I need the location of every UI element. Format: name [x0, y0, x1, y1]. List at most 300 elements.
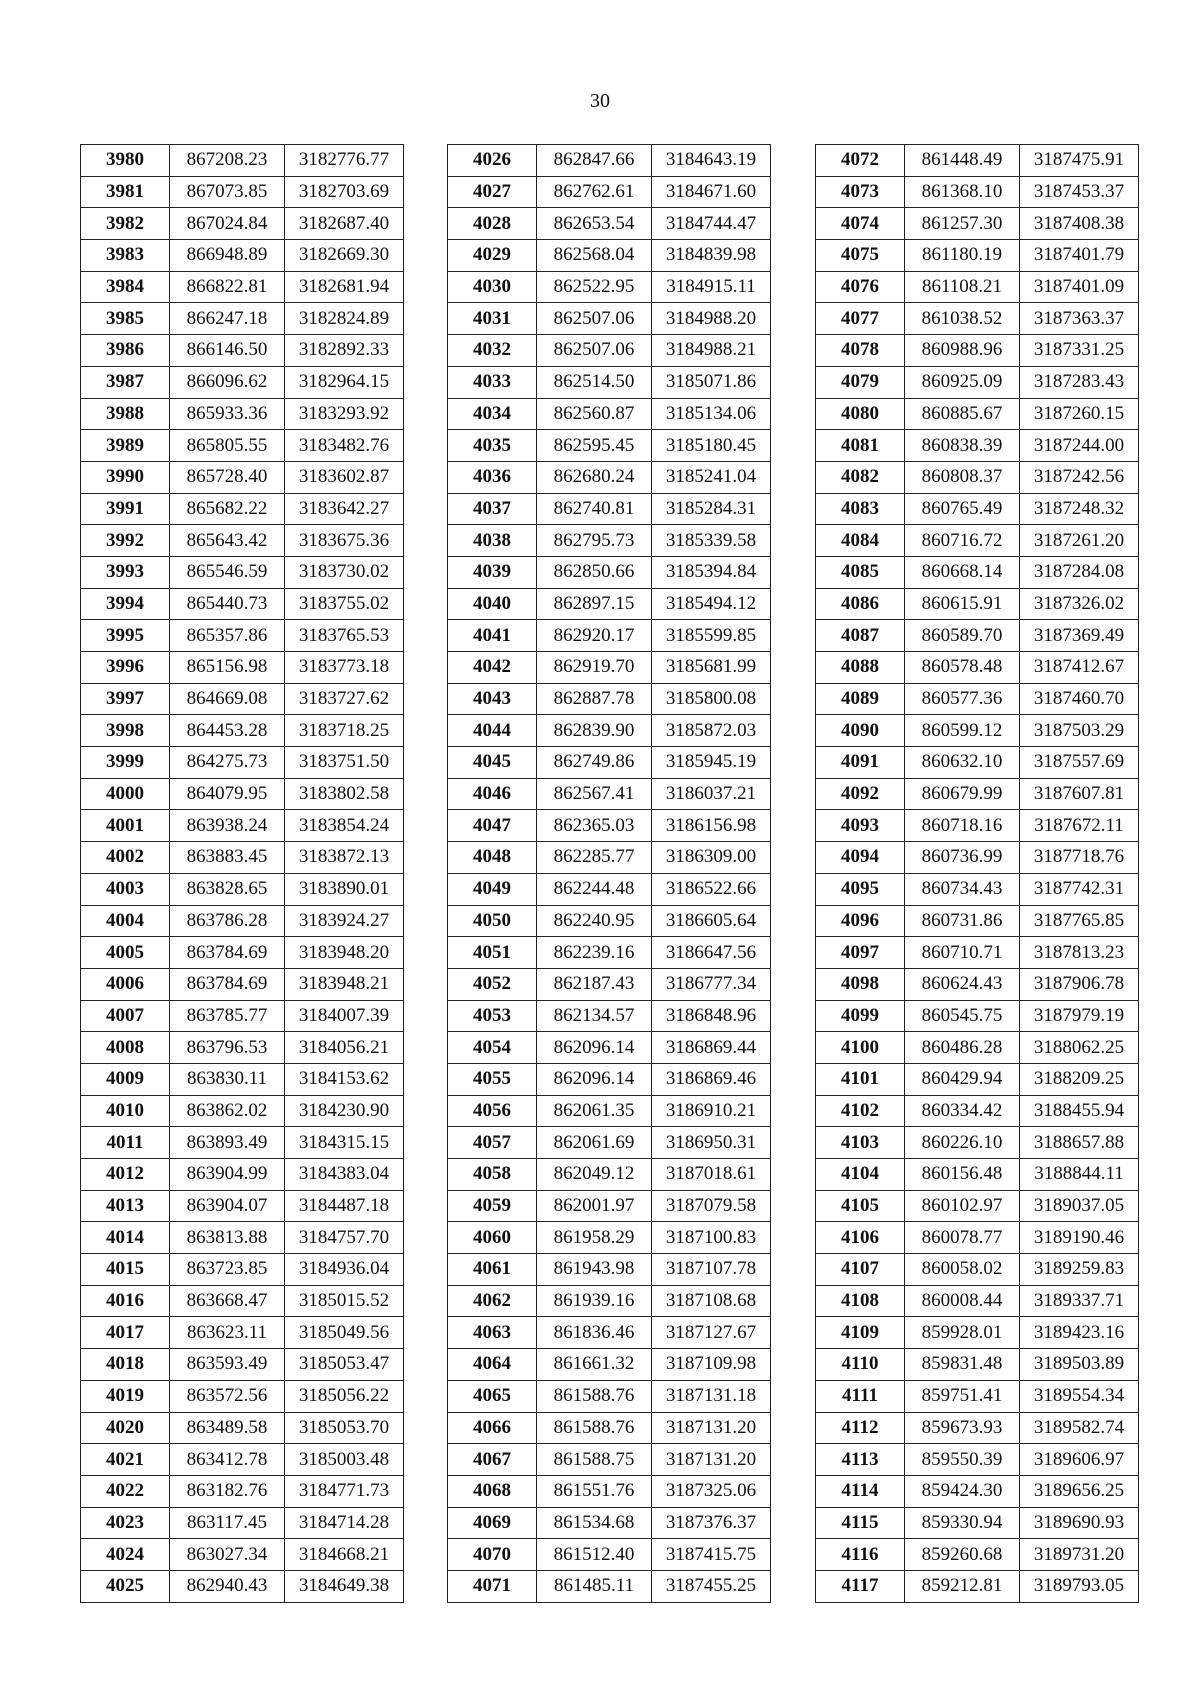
point-number-cell: 3981 [81, 176, 170, 208]
point-number-cell: 4067 [448, 1444, 537, 1476]
table-row [81, 1285, 404, 1317]
table-row [816, 1317, 1139, 1349]
point-number-cell: 4113 [816, 1444, 905, 1476]
y-coordinate-cell: 3188062.25 [1020, 1032, 1139, 1064]
y-coordinate-cell: 3183642.27 [285, 493, 404, 525]
point-number-cell: 4038 [448, 525, 537, 557]
point-number-cell: 4025 [81, 1570, 170, 1602]
table-row [81, 430, 404, 462]
table-row [81, 778, 404, 810]
x-coordinate-cell: 863828.65 [170, 873, 285, 905]
table-row [81, 145, 404, 177]
y-coordinate-cell: 3187906.78 [1020, 968, 1139, 1000]
point-number-cell: 4021 [81, 1444, 170, 1476]
table-row [448, 1032, 771, 1064]
x-coordinate-cell: 861943.98 [537, 1254, 652, 1286]
point-number-cell: 4024 [81, 1539, 170, 1571]
y-coordinate-cell: 3184056.21 [285, 1032, 404, 1064]
y-coordinate-cell: 3185945.19 [652, 747, 771, 779]
x-coordinate-cell: 862560.87 [537, 398, 652, 430]
table-row [448, 303, 771, 335]
y-coordinate-cell: 3185053.47 [285, 1349, 404, 1381]
y-coordinate-cell: 3183482.76 [285, 430, 404, 462]
point-number-cell: 4064 [448, 1349, 537, 1381]
x-coordinate-cell: 862522.95 [537, 271, 652, 303]
table-row [816, 525, 1139, 557]
table-row [81, 461, 404, 493]
x-coordinate-cell: 860156.48 [905, 1159, 1020, 1191]
point-number-cell: 4068 [448, 1475, 537, 1507]
y-coordinate-cell: 3187453.37 [1020, 176, 1139, 208]
x-coordinate-cell: 860545.75 [905, 1000, 1020, 1032]
y-coordinate-cell: 3185003.48 [285, 1444, 404, 1476]
point-number-cell: 4030 [448, 271, 537, 303]
point-number-cell: 4076 [816, 271, 905, 303]
point-number-cell: 4078 [816, 335, 905, 367]
x-coordinate-cell: 860925.09 [905, 366, 1020, 398]
point-number-cell: 4070 [448, 1539, 537, 1571]
x-coordinate-cell: 860885.67 [905, 398, 1020, 430]
y-coordinate-cell: 3187813.23 [1020, 937, 1139, 969]
x-coordinate-cell: 865357.86 [170, 620, 285, 652]
y-coordinate-cell: 3183727.62 [285, 683, 404, 715]
point-number-cell: 4037 [448, 493, 537, 525]
x-coordinate-cell: 861588.76 [537, 1412, 652, 1444]
table-row [448, 968, 771, 1000]
y-coordinate-cell: 3187455.25 [652, 1570, 771, 1602]
point-number-cell: 4000 [81, 778, 170, 810]
table-row [81, 303, 404, 335]
point-number-cell: 4036 [448, 461, 537, 493]
point-number-cell: 4101 [816, 1063, 905, 1095]
y-coordinate-cell: 3182687.40 [285, 208, 404, 240]
y-coordinate-cell: 3189690.93 [1020, 1507, 1139, 1539]
point-number-cell: 3991 [81, 493, 170, 525]
y-coordinate-cell: 3185180.45 [652, 430, 771, 462]
x-coordinate-cell: 862096.14 [537, 1032, 652, 1064]
point-number-cell: 3993 [81, 556, 170, 588]
y-coordinate-cell: 3185241.04 [652, 461, 771, 493]
x-coordinate-cell: 863027.34 [170, 1539, 285, 1571]
table-row [816, 937, 1139, 969]
table-row [816, 1444, 1139, 1476]
y-coordinate-cell: 3187503.29 [1020, 715, 1139, 747]
table-row [81, 208, 404, 240]
y-coordinate-cell: 3189656.25 [1020, 1475, 1139, 1507]
table-row [81, 842, 404, 874]
y-coordinate-cell: 3186848.96 [652, 1000, 771, 1032]
point-number-cell: 4091 [816, 747, 905, 779]
y-coordinate-cell: 3186037.21 [652, 778, 771, 810]
table-row [81, 1095, 404, 1127]
x-coordinate-cell: 860615.91 [905, 588, 1020, 620]
y-coordinate-cell: 3189503.89 [1020, 1349, 1139, 1381]
table-row [448, 1254, 771, 1286]
point-number-cell: 4074 [816, 208, 905, 240]
table-row [448, 556, 771, 588]
table-row [448, 1000, 771, 1032]
y-coordinate-cell: 3187248.32 [1020, 493, 1139, 525]
x-coordinate-cell: 860078.77 [905, 1222, 1020, 1254]
y-coordinate-cell: 3183755.02 [285, 588, 404, 620]
x-coordinate-cell: 859212.81 [905, 1570, 1020, 1602]
y-coordinate-cell: 3189037.05 [1020, 1190, 1139, 1222]
point-number-cell: 4099 [816, 1000, 905, 1032]
x-coordinate-cell: 863938.24 [170, 810, 285, 842]
table-row [448, 905, 771, 937]
y-coordinate-cell: 3182964.15 [285, 366, 404, 398]
point-number-cell: 4082 [816, 461, 905, 493]
table-row [448, 1380, 771, 1412]
table-row [816, 398, 1139, 430]
table-row [81, 240, 404, 272]
y-coordinate-cell: 3187326.02 [1020, 588, 1139, 620]
x-coordinate-cell: 866247.18 [170, 303, 285, 335]
y-coordinate-cell: 3187415.75 [652, 1539, 771, 1571]
point-number-cell: 4002 [81, 842, 170, 874]
x-coordinate-cell: 861588.76 [537, 1380, 652, 1412]
point-number-cell: 3992 [81, 525, 170, 557]
y-coordinate-cell: 3187557.69 [1020, 747, 1139, 779]
x-coordinate-cell: 866096.62 [170, 366, 285, 398]
table-row [81, 1222, 404, 1254]
table-row [816, 1159, 1139, 1191]
table-row [81, 1000, 404, 1032]
y-coordinate-cell: 3183751.50 [285, 747, 404, 779]
y-coordinate-cell: 3184771.73 [285, 1475, 404, 1507]
table-row [816, 968, 1139, 1000]
y-coordinate-cell: 3182824.89 [285, 303, 404, 335]
table-row [448, 271, 771, 303]
point-number-cell: 4015 [81, 1254, 170, 1286]
x-coordinate-cell: 860578.48 [905, 652, 1020, 684]
table-row [816, 778, 1139, 810]
x-coordinate-cell: 866146.50 [170, 335, 285, 367]
x-coordinate-cell: 862839.90 [537, 715, 652, 747]
point-number-cell: 4056 [448, 1095, 537, 1127]
x-coordinate-cell: 861551.76 [537, 1475, 652, 1507]
y-coordinate-cell: 3187127.67 [652, 1317, 771, 1349]
y-coordinate-cell: 3185681.99 [652, 652, 771, 684]
table-row [448, 398, 771, 430]
x-coordinate-cell: 860718.16 [905, 810, 1020, 842]
table-row [816, 1539, 1139, 1571]
x-coordinate-cell: 863784.69 [170, 937, 285, 969]
x-coordinate-cell: 860429.94 [905, 1063, 1020, 1095]
point-number-cell: 4065 [448, 1380, 537, 1412]
y-coordinate-cell: 3187131.20 [652, 1412, 771, 1444]
y-coordinate-cell: 3185015.52 [285, 1285, 404, 1317]
y-coordinate-cell: 3184668.21 [285, 1539, 404, 1571]
table-row [816, 588, 1139, 620]
table-row [816, 652, 1139, 684]
x-coordinate-cell: 863796.53 [170, 1032, 285, 1064]
point-number-cell: 4096 [816, 905, 905, 937]
x-coordinate-cell: 861257.30 [905, 208, 1020, 240]
table-row [448, 525, 771, 557]
x-coordinate-cell: 860577.36 [905, 683, 1020, 715]
x-coordinate-cell: 861836.46 [537, 1317, 652, 1349]
x-coordinate-cell: 863830.11 [170, 1063, 285, 1095]
point-number-cell: 3996 [81, 652, 170, 684]
y-coordinate-cell: 3183948.20 [285, 937, 404, 969]
y-coordinate-cell: 3184936.04 [285, 1254, 404, 1286]
x-coordinate-cell: 860599.12 [905, 715, 1020, 747]
point-number-cell: 4051 [448, 937, 537, 969]
y-coordinate-cell: 3184643.19 [652, 145, 771, 177]
point-number-cell: 4019 [81, 1380, 170, 1412]
y-coordinate-cell: 3186777.34 [652, 968, 771, 1000]
point-number-cell: 4104 [816, 1159, 905, 1191]
point-number-cell: 4016 [81, 1285, 170, 1317]
x-coordinate-cell: 862096.14 [537, 1063, 652, 1095]
x-coordinate-cell: 861534.68 [537, 1507, 652, 1539]
x-coordinate-cell: 860486.28 [905, 1032, 1020, 1064]
table-row [81, 1412, 404, 1444]
table-row [816, 873, 1139, 905]
x-coordinate-cell: 860765.49 [905, 493, 1020, 525]
y-coordinate-cell: 3183890.01 [285, 873, 404, 905]
x-coordinate-cell: 859424.30 [905, 1475, 1020, 1507]
table-row [816, 747, 1139, 779]
y-coordinate-cell: 3185494.12 [652, 588, 771, 620]
y-coordinate-cell: 3184915.11 [652, 271, 771, 303]
table-row [81, 715, 404, 747]
point-number-cell: 4048 [448, 842, 537, 874]
table-row [448, 652, 771, 684]
y-coordinate-cell: 3186869.46 [652, 1063, 771, 1095]
table-row [816, 715, 1139, 747]
y-coordinate-cell: 3187765.85 [1020, 905, 1139, 937]
y-coordinate-cell: 3187100.83 [652, 1222, 771, 1254]
x-coordinate-cell: 860589.70 [905, 620, 1020, 652]
x-coordinate-cell: 863182.76 [170, 1475, 285, 1507]
point-number-cell: 4081 [816, 430, 905, 462]
table-row [816, 1507, 1139, 1539]
y-coordinate-cell: 3184649.38 [285, 1570, 404, 1602]
y-coordinate-cell: 3185339.58 [652, 525, 771, 557]
table-row [81, 873, 404, 905]
x-coordinate-cell: 863723.85 [170, 1254, 285, 1286]
table-row [816, 1380, 1139, 1412]
coordinate-table-2 [447, 144, 771, 1603]
table-row [81, 905, 404, 937]
point-number-cell: 4090 [816, 715, 905, 747]
point-number-cell: 4028 [448, 208, 537, 240]
y-coordinate-cell: 3183718.25 [285, 715, 404, 747]
y-coordinate-cell: 3187284.08 [1020, 556, 1139, 588]
point-number-cell: 3998 [81, 715, 170, 747]
point-number-cell: 4058 [448, 1159, 537, 1191]
point-number-cell: 4095 [816, 873, 905, 905]
point-number-cell: 4061 [448, 1254, 537, 1286]
x-coordinate-cell: 861588.75 [537, 1444, 652, 1476]
y-coordinate-cell: 3188657.88 [1020, 1127, 1139, 1159]
y-coordinate-cell: 3187607.81 [1020, 778, 1139, 810]
point-number-cell: 4029 [448, 240, 537, 272]
y-coordinate-cell: 3187331.25 [1020, 335, 1139, 367]
point-number-cell: 4106 [816, 1222, 905, 1254]
y-coordinate-cell: 3184487.18 [285, 1190, 404, 1222]
point-number-cell: 4115 [816, 1507, 905, 1539]
y-coordinate-cell: 3185872.03 [652, 715, 771, 747]
table-row [81, 1444, 404, 1476]
table-row [81, 493, 404, 525]
table-row [816, 461, 1139, 493]
x-coordinate-cell: 862795.73 [537, 525, 652, 557]
point-number-cell: 4027 [448, 176, 537, 208]
point-number-cell: 4107 [816, 1254, 905, 1286]
point-number-cell: 4041 [448, 620, 537, 652]
point-number-cell: 4026 [448, 145, 537, 177]
point-number-cell: 3987 [81, 366, 170, 398]
table-row [448, 1507, 771, 1539]
point-number-cell: 4084 [816, 525, 905, 557]
y-coordinate-cell: 3183730.02 [285, 556, 404, 588]
point-number-cell: 4035 [448, 430, 537, 462]
y-coordinate-cell: 3187401.79 [1020, 240, 1139, 272]
point-number-cell: 4005 [81, 937, 170, 969]
table-row [81, 652, 404, 684]
point-number-cell: 4050 [448, 905, 537, 937]
table-row [816, 1412, 1139, 1444]
y-coordinate-cell: 3184153.62 [285, 1063, 404, 1095]
y-coordinate-cell: 3184671.60 [652, 176, 771, 208]
table-row [81, 1570, 404, 1602]
point-number-cell: 4111 [816, 1380, 905, 1412]
table-row [81, 1507, 404, 1539]
point-number-cell: 4098 [816, 968, 905, 1000]
x-coordinate-cell: 860679.99 [905, 778, 1020, 810]
table-row [816, 683, 1139, 715]
y-coordinate-cell: 3188455.94 [1020, 1095, 1139, 1127]
x-coordinate-cell: 862595.45 [537, 430, 652, 462]
table-row [81, 1349, 404, 1381]
table-row [816, 145, 1139, 177]
x-coordinate-cell: 861448.49 [905, 145, 1020, 177]
x-coordinate-cell: 865933.36 [170, 398, 285, 430]
x-coordinate-cell: 862740.81 [537, 493, 652, 525]
x-coordinate-cell: 864275.73 [170, 747, 285, 779]
table-row [448, 1539, 771, 1571]
y-coordinate-cell: 3189606.97 [1020, 1444, 1139, 1476]
y-coordinate-cell: 3185800.08 [652, 683, 771, 715]
x-coordinate-cell: 863623.11 [170, 1317, 285, 1349]
x-coordinate-cell: 863893.49 [170, 1127, 285, 1159]
x-coordinate-cell: 861368.10 [905, 176, 1020, 208]
point-number-cell: 4008 [81, 1032, 170, 1064]
x-coordinate-cell: 864453.28 [170, 715, 285, 747]
table-row [448, 683, 771, 715]
point-number-cell: 4080 [816, 398, 905, 430]
point-number-cell: 4049 [448, 873, 537, 905]
y-coordinate-cell: 3189731.20 [1020, 1539, 1139, 1571]
x-coordinate-cell: 862134.57 [537, 1000, 652, 1032]
point-number-cell: 4009 [81, 1063, 170, 1095]
point-number-cell: 4102 [816, 1095, 905, 1127]
table-row [816, 366, 1139, 398]
y-coordinate-cell: 3189582.74 [1020, 1412, 1139, 1444]
y-coordinate-cell: 3187672.11 [1020, 810, 1139, 842]
y-coordinate-cell: 3185049.56 [285, 1317, 404, 1349]
x-coordinate-cell: 864669.08 [170, 683, 285, 715]
y-coordinate-cell: 3186910.21 [652, 1095, 771, 1127]
y-coordinate-cell: 3187369.49 [1020, 620, 1139, 652]
x-coordinate-cell: 862850.66 [537, 556, 652, 588]
y-coordinate-cell: 3183924.27 [285, 905, 404, 937]
table-row [448, 430, 771, 462]
y-coordinate-cell: 3183773.18 [285, 652, 404, 684]
table-row [448, 1412, 771, 1444]
y-coordinate-cell: 3183765.53 [285, 620, 404, 652]
table-row [816, 493, 1139, 525]
y-coordinate-cell: 3187460.70 [1020, 683, 1139, 715]
x-coordinate-cell: 867024.84 [170, 208, 285, 240]
point-number-cell: 3994 [81, 588, 170, 620]
x-coordinate-cell: 863117.45 [170, 1507, 285, 1539]
x-coordinate-cell: 865643.42 [170, 525, 285, 557]
y-coordinate-cell: 3183675.36 [285, 525, 404, 557]
x-coordinate-cell: 862920.17 [537, 620, 652, 652]
table-row [448, 1570, 771, 1602]
table-row [816, 1032, 1139, 1064]
y-coordinate-cell: 3188209.25 [1020, 1063, 1139, 1095]
table-row [816, 1000, 1139, 1032]
x-coordinate-cell: 860716.72 [905, 525, 1020, 557]
y-coordinate-cell: 3185284.31 [652, 493, 771, 525]
y-coordinate-cell: 3186605.64 [652, 905, 771, 937]
x-coordinate-cell: 865440.73 [170, 588, 285, 620]
x-coordinate-cell: 866948.89 [170, 240, 285, 272]
table-row [816, 905, 1139, 937]
point-number-cell: 4110 [816, 1349, 905, 1381]
point-number-cell: 4001 [81, 810, 170, 842]
point-number-cell: 4007 [81, 1000, 170, 1032]
y-coordinate-cell: 3184757.70 [285, 1222, 404, 1254]
y-coordinate-cell: 3183802.58 [285, 778, 404, 810]
x-coordinate-cell: 865156.98 [170, 652, 285, 684]
x-coordinate-cell: 862567.41 [537, 778, 652, 810]
point-number-cell: 4063 [448, 1317, 537, 1349]
table-row [81, 1539, 404, 1571]
x-coordinate-cell: 861661.32 [537, 1349, 652, 1381]
y-coordinate-cell: 3184839.98 [652, 240, 771, 272]
table-row [816, 1285, 1139, 1317]
point-number-cell: 4112 [816, 1412, 905, 1444]
y-coordinate-cell: 3187475.91 [1020, 145, 1139, 177]
table-row [448, 1222, 771, 1254]
point-number-cell: 4020 [81, 1412, 170, 1444]
point-number-cell: 4089 [816, 683, 905, 715]
table-row [816, 1222, 1139, 1254]
table-row [81, 968, 404, 1000]
point-number-cell: 4013 [81, 1190, 170, 1222]
x-coordinate-cell: 862507.06 [537, 335, 652, 367]
point-number-cell: 4086 [816, 588, 905, 620]
y-coordinate-cell: 3183854.24 [285, 810, 404, 842]
point-number-cell: 3985 [81, 303, 170, 335]
point-number-cell: 4052 [448, 968, 537, 1000]
x-coordinate-cell: 860731.86 [905, 905, 1020, 937]
table-row [81, 556, 404, 588]
x-coordinate-cell: 863572.56 [170, 1380, 285, 1412]
table-row [81, 683, 404, 715]
point-number-cell: 3982 [81, 208, 170, 240]
table-row [816, 240, 1139, 272]
point-number-cell: 4100 [816, 1032, 905, 1064]
x-coordinate-cell: 862365.03 [537, 810, 652, 842]
point-number-cell: 4059 [448, 1190, 537, 1222]
